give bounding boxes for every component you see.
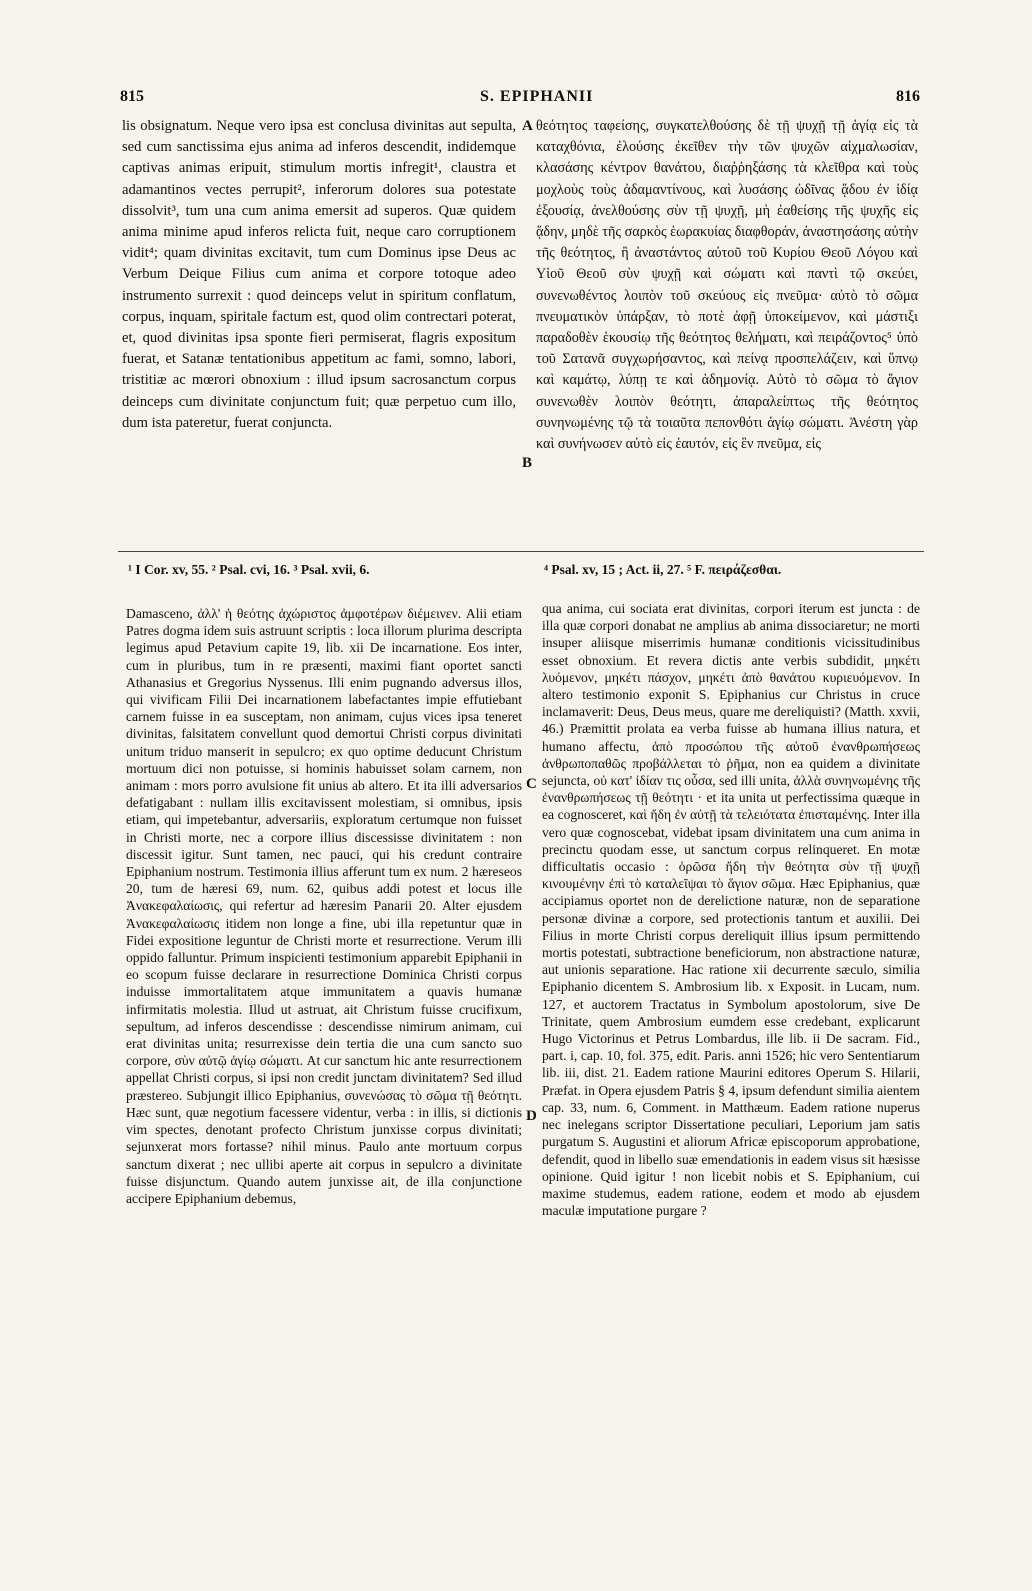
commentary-left-column bbox=[126, 605, 522, 1455]
footnotes-right: ⁴ Psal. xv, 15 ; Act. ii, 27. ⁵ F. πειράζεσθαι. bbox=[544, 562, 782, 577]
margin-letter-c: C bbox=[526, 776, 537, 792]
greek-original-column bbox=[536, 116, 918, 542]
page-number-left: 815 bbox=[120, 88, 144, 105]
latin-translation-column bbox=[122, 116, 516, 542]
commentary-left-text: Damasceno, ἀλλ' ἡ θεότης ἀχώριστος ἀμφοτέρων διέμεινεν. Alii etiam Patres dogma idem suis astruunt scriptis : loca illorum plurima descripta legimus apud Petavium capite 19, lib. xii De incarnatione. Eos inter, cum in pluribus, tum in re præsenti, maximi fiant oportet sancti Athanasius et Gregorius Nyssenus. Illi enim pugnando adversus illos, qui vivificam Filii Dei incarnationem labefactantes impie effutiebant carnem fuisse in ea susceptam, non animam, cujus vices ipsa teneret divinitas, falsitatem convellunt quod demortui Christi corpus divinitati unitum triduo manserit in sepulcro; ex quo optime deducunt Christum mortuum dici non potuisse, si hominis habuisset solam carnem, non animam : mors porro avulsione fit unius ab altero. Et ita illi adversarios defatigabant : nullam illis excitavissent molestiam, si omnibus, ipsis etiam, qui impetebantur, adversariis, exploratum certumque non fuisset in Christi morte, nec a corpore illius discessisse divinitatem : non discessit igitur. Sunt tamen, nec pauci, qui his credunt contraire Epiphanium nostrum. Testimonia illius afferunt tum ex num. 2 hæreseos 20, tum de hæresi 69, num. 62, quibus addi potest et locus ille Ἀνακεφαλαίωσις, qui refertur ad hæresim Panarii 20. Alter ejusdem Ἀνακεφαλαίωσις itidem non longe a fine, ubi illa repetuntur quæ in Fidei expositione leguntur de Christi morte et resurrectione. Verum illi oppido falluntur. Primum inspicienti testimonium apparebit Epiphanii in eo scopum fuisse declarare in resurrectione Dominica Christi corpus induisse immortalitatem atque immunitatem a quavis humanæ infirmitatis molestia. Illud ut astruat, ait Christum fuisse crucifixum, sepultum, ad inferos descendisse : descendisse nimirum animam, cui erat divinitas unita; resurrexisse dein tertia die una cum sancto suo corpore, σὺν αὐτῷ ἁγίῳ σώματι. At cur sanctum hic ante resurrectionem appellat Christi corpus, si ipsi non credit junctam divinitatem? Sed illud præstereo. Subjungit illico Epiphanius, συνενώσας τὸ σῶμα τῇ θεότητι. Hæc sunt, quæ negotium facessere videntur, verba : in illis, si dictionis vim spectes, denotant profecto Christum junxisse corpus divinitati; sejunxerat mors fortasse? nihil minus. Paulo ante mortuum corpus sanctum dixerat ; nec ullibi aperte ait corpus in sepulcro a divinitate fuisse disjunctum. Quando autem junxisse ait, de illa conjunctione accipere Epiphanium debemus, bbox=[126, 606, 522, 1206]
commentary-right-column bbox=[542, 600, 920, 1400]
footnote-divider bbox=[118, 551, 924, 552]
latin-text: lis obsignatum. Neque vero ipsa est conclusa divinitas aut sepulta, sed cum sanctissima ejus anima ad inferos descendit, indidemque captivas animas eripuit, stimulum mortis infregit¹, claustra et adamantinos vectes perrupit², inferorum dolores sua potestate dissolvit³, tum una cum anima emersit ad superos. Quæ quidem anima minime apud inferos relicta fuit, neque caro corruptionem vidit⁴; quam divinitas excitavit, tum cum Dominus ipse Deus ac Verbum Deique Filius cum anima et corpore totoque adeo instrumento surrexit : quod deinceps velut in spiritum conflatum, corpus, inquam, spiritale factum est, quod olim contrectari poterat, et, quod divinitas ipsa sponte fieri permiserat, flagris expositum fuerat, et Satanæ tentationibus appetitum ac fami, somno, labori, tristitiæ ac mœrori obnoxium : illud ipsum sacrosanctum corpus deinceps cum divinitate conjunctum fuit; quæ perpetuo cum illo, dum ista pateretur, fuerat conjuncta. bbox=[122, 118, 516, 431]
footnotes-left: ¹ I Cor. xv, 55. ² Psal. cvi, 16. ³ Psal. xvii, 6. bbox=[128, 562, 370, 577]
running-title: S. EPIPHANII bbox=[480, 88, 594, 105]
running-header bbox=[120, 88, 920, 112]
commentary-right-text: qua anima, cui sociata erat divinitas, corpori iterum est juncta : de illa quæ corpori donabat ne amplius ab anima dissociaretur; ne morti insuper aliisque miserrimis humanæ conditionis vicissitudinibus esset obnoxium. Et revera dictis ante verbis subdidit, μηκέτι λυόμενον, μηκέτι πάσχον, μηκέτι ἀπὸ θανάτου κυριευόμενον. In altero testimonio exponit S. Epiphanius cur Christus in cruce inclamaverit: Deus, Deus meus, quare me dereliquisti? (Matth. xxvii, 46.) Præmittit prolata ea verba fuisse ab humana illius natura, et humano affectu, ἀπὸ προσώπου τῆς αὐτοῦ ἐνανθρωπήσεως ἀνθρωποπαθῶς προβάλλεται τὸ ῥῆμα, non ea quidem a divinitate sejuncta, οὐ κατ' ἰδίαν τις οὖσα, sed illi unita, ἀλλὰ συνηνωμένης τῆς ἐνανθρωπήσεως τῇ θεότητι · et ita unita ut perfectissima quæque in ea cognosceret, καὶ ἤδη ἐν αὐτῇ τὰ τελειότατα ἐπισταμένης. Inter illa vero quæ cognoscebat, videbat ipsam divinitatem una cum anima in precinctu quodam esse, ut sanctum corpus relinqueret. En motæ difficultatis occasio : ὁρῶσα ἤδη τὴν θεότητα σὺν τῇ ψυχῇ κινουμένην ἐπὶ τὸ καταλεῖψαι τὸ ἅγιον σῶμα. Hæc Epiphanius, quæ accipiamus oportet non de derelictione naturæ, non de separatione personæ divinæ a corpore, sed protectionis tantum et auxilii. Dei Filius in morte Christi corpus dereliquit illius ipsum permittendo mortis potestati, subtractione beneficiorum, non abstractione naturæ, aut unionis separatione. Hac ratione xii decurrente sæculo, similia Epiphanio dicentem S. Ambrosium lib. x Exposit. in Lucam, num. 127, et auctorem Tractatus in Symbolum apostolorum, sive De Trinitate, quem Ambrosium eumdem esse credebant, explicarunt Hugo Victorinus et Petrus Lombardus, ille lib. ii De sacram. Fid., part. i, cap. 10, fol. 375, edit. Paris. anni 1526; hic vero Sententiarum lib. iii, dist. 21. Eadem ratione Maurini editores Operum S. Hilarii, Præfat. in Opera ejusdem Patris § 4, ipsum defendunt similia aientem cap. 33, num. 6, Comment. in Matthæum. Eadem ratione nuperus nec inelegans scriptor Dissertatione peculiari, Leporium jam satis purgatum S. Augustini et aliorum Africæ episcoporum approbatione, defendit, quod in libello suæ emendationis in eadem visus sit hæsisse opinione. Quid igitur ! non licebit nobis et S. Epiphanium, cui maxime studemus, eadem ratione, eodem et modo ab ejusdem maculæ imputatione purgare ? bbox=[542, 601, 920, 1219]
margin-letter-d: D bbox=[526, 1108, 537, 1124]
margin-letter-a: A bbox=[522, 118, 533, 134]
margin-letter-b: B bbox=[522, 455, 533, 471]
page-number-right: 816 bbox=[896, 88, 920, 105]
greek-text: θεότητος ταφείσης, συγκατελθούσης δὲ τῇ ψυχῇ τῇ ἁγίᾳ εἰς τὰ καταχθόνια, ἐλούσης ἐκεῖθεν τὴν τῶν ψυχῶν αἰχμαλωσίαν, κλασάσης κέντρον θανάτου, διαῤῥηξάσης τὰ κλεῖθρα καὶ τοὺς μοχλοὺς τοὺς ἀδαμαντίνους, καὶ λυσάσης ὠδῖνας ᾅδου ἐν ἰδίᾳ ἐξουσίᾳ, ἀνελθούσης σὺν τῇ ψυχῇ, μὴ ἐαθείσης τῆς ψυχῆς εἰς ᾅδην, μηδὲ τῆς σαρκὸς ἑωρακυίας διαφθοράν, ἀναστησάσης αὐτὴν τῆς θεότητος, ἢ ἀναστάντος αὐτοῦ τοῦ Κυρίου Θεοῦ Λόγου καὶ Υἱοῦ Θεοῦ σὺν ψυχῇ καὶ σώματι καὶ παντὶ τῷ σκεύει, συνενωθέντος λοιπὸν τοῦ σκεύους εἰς πνεῦμα· αὐτὸ τὸ σῶμα πνευματικὸν ὑπάρξαν, τὸ ποτὲ ἀφῇ ὑποκείμενον, καὶ μάστιξι παραδοθὲν ἑκουσίῳ τῆς θεότητος θελήματι, καὶ πειράζοντος⁵ ὑπὸ τοῦ Σατανᾶ συγχωρήσαντος, καὶ πείνᾳ προσπελάζειν, καὶ ὕπνῳ καὶ καμάτῳ, λύπῃ τε καὶ ἀδημονίᾳ. Αὐτὸ τὸ σῶμα τὸ ἅγιον συνενωθὲν λοιπὸν θεότητι, ἀπαραλείπτως τῆς θεότητος συνηνωμένης τῷ τὰ τοιαῦτα πεπονθότι ἁγίῳ σώματι. Ἀνέστη γὰρ καὶ συνήνωσεν αὐτὸ εἰς ἑαυτόν, εἰς ἓν πνεῦμα, εἰς bbox=[536, 118, 918, 453]
